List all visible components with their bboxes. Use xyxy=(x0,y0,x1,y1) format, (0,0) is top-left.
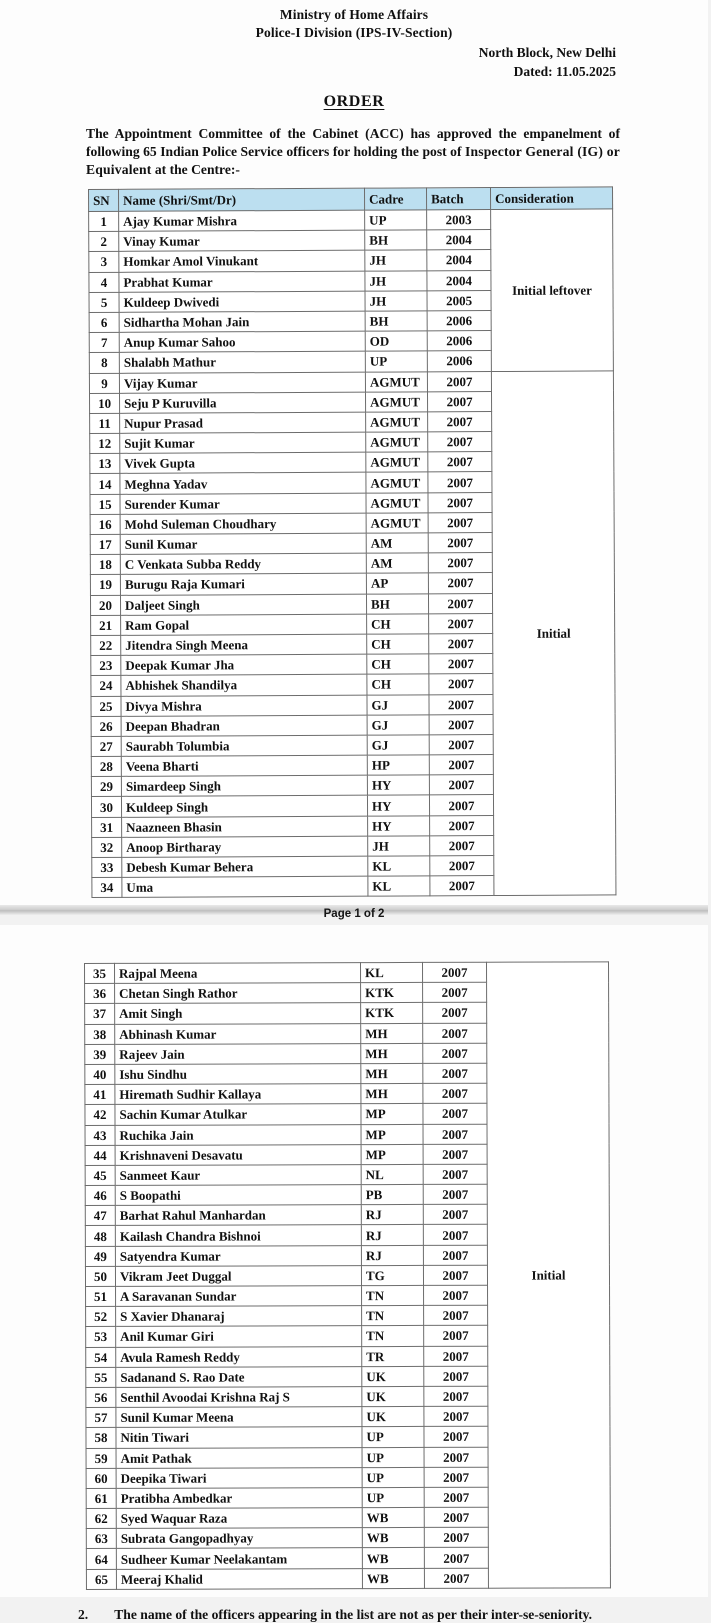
cell-sn: 13 xyxy=(90,454,120,474)
cell-name: C Venkata Subba Reddy xyxy=(120,553,366,574)
cell-sn: 5 xyxy=(89,292,119,312)
cell-batch: 2007 xyxy=(424,1487,488,1507)
cell-sn: 44 xyxy=(85,1145,115,1165)
cell-batch: 2007 xyxy=(424,1467,488,1487)
officer-rows-page2 xyxy=(85,962,611,1589)
cell-cadre: UP xyxy=(362,1487,424,1507)
cell-cadre: TN xyxy=(362,1285,424,1305)
column-header-consideration: Consideration xyxy=(490,187,612,210)
cell-name: Homkar Amol Vinukant xyxy=(119,251,365,272)
cell-sn: 50 xyxy=(85,1266,115,1286)
cell-cadre: AGMUT xyxy=(366,513,428,533)
cell-batch: 2007 xyxy=(429,613,493,634)
cell-batch: 2007 xyxy=(424,1427,488,1447)
cell-name: Abhinash Kumar xyxy=(115,1023,361,1044)
cell-cadre: AP xyxy=(366,573,428,593)
cell-cadre: HY xyxy=(367,775,429,795)
cell-batch: 2007 xyxy=(424,1305,488,1325)
cell-name: Rajpal Meena xyxy=(115,963,361,984)
cell-sn: 39 xyxy=(85,1044,115,1064)
cell-batch: 2007 xyxy=(424,1527,488,1547)
cell-cadre: CH xyxy=(367,634,429,654)
cell-cadre: AGMUT xyxy=(366,432,428,452)
cell-cadre: AGMUT xyxy=(366,472,428,492)
cell-consideration: Initial xyxy=(491,371,616,896)
cell-name: Surender Kumar xyxy=(120,493,366,514)
cell-cadre: AM xyxy=(366,553,428,573)
cell-sn: 12 xyxy=(90,434,120,454)
officer-table-page2 xyxy=(84,961,611,1589)
cell-cadre: PB xyxy=(361,1184,423,1204)
cell-cadre: AGMUT xyxy=(366,493,428,513)
cell-sn: 31 xyxy=(92,817,122,837)
cell-name: Shalabh Mathur xyxy=(119,352,365,373)
cell-batch: 2007 xyxy=(424,1447,488,1467)
cell-batch: 2004 xyxy=(427,230,491,251)
cell-sn: 16 xyxy=(90,514,120,534)
table-row xyxy=(89,209,613,232)
cell-sn: 34 xyxy=(92,878,122,898)
cell-sn: 23 xyxy=(91,656,121,676)
cell-cadre: TG xyxy=(361,1265,423,1285)
cell-batch: 2007 xyxy=(430,856,494,877)
cell-batch: 2006 xyxy=(427,331,491,352)
cell-sn: 4 xyxy=(89,272,119,292)
cell-cadre: WB xyxy=(362,1548,424,1568)
cell-sn: 3 xyxy=(89,252,119,272)
cell-batch: 2007 xyxy=(430,835,494,856)
cell-sn: 8 xyxy=(89,353,119,373)
address-block xyxy=(0,44,708,80)
column-header-batch: Batch xyxy=(426,188,490,210)
page-1-footer: Page 1 of 2 xyxy=(323,908,385,921)
cell-name: Burugu Raja Kumari xyxy=(120,574,366,595)
cell-sn: 60 xyxy=(86,1468,116,1488)
cell-name: Kailash Chandra Bishnoi xyxy=(115,1225,361,1246)
cell-cadre: KTK xyxy=(361,1003,423,1023)
cell-cadre: MP xyxy=(361,1104,423,1124)
closing-clause-number: 2. xyxy=(78,1606,89,1622)
officer-table-page1 xyxy=(88,187,616,899)
cell-batch: 2007 xyxy=(429,674,493,695)
cell-cadre: NL xyxy=(361,1164,423,1184)
cell-sn: 21 xyxy=(91,615,121,635)
cell-name: Nitin Tiwari xyxy=(116,1427,362,1448)
cell-batch: 2007 xyxy=(424,1548,488,1568)
cell-cadre: UK xyxy=(362,1366,424,1386)
cell-batch: 2007 xyxy=(428,553,492,574)
cell-batch: 2007 xyxy=(423,1265,487,1285)
order-heading: ORDER xyxy=(323,92,385,110)
table-header-row xyxy=(89,187,613,212)
cell-cadre: AGMUT xyxy=(365,371,427,391)
cell-sn: 35 xyxy=(85,963,115,983)
cell-batch: 2007 xyxy=(423,1083,487,1103)
cell-sn: 56 xyxy=(86,1387,116,1407)
cell-batch: 2007 xyxy=(428,412,492,433)
cell-batch: 2007 xyxy=(429,634,493,655)
cell-sn: 6 xyxy=(89,312,119,332)
cell-batch: 2007 xyxy=(423,1204,487,1224)
cell-sn: 51 xyxy=(86,1286,116,1306)
cell-sn: 57 xyxy=(86,1408,116,1428)
cell-sn: 25 xyxy=(91,696,121,716)
cell-name: Sujit Kumar xyxy=(120,432,366,453)
closing-clause-text: The name of the officers appearing in the list are not as per their inter-se-seniority. xyxy=(114,1606,593,1622)
cell-cadre: CH xyxy=(367,614,429,634)
cell-cadre: UP xyxy=(362,1427,424,1447)
table-row xyxy=(85,962,609,984)
cell-cadre: KTK xyxy=(361,983,423,1003)
cell-name: Amit Singh xyxy=(115,1003,361,1024)
cell-batch: 2007 xyxy=(422,962,486,982)
cell-batch: 2007 xyxy=(427,371,491,392)
cell-batch: 2007 xyxy=(428,593,492,614)
cell-cadre: RJ xyxy=(361,1225,423,1245)
cell-batch: 2007 xyxy=(423,1063,487,1083)
cell-sn: 59 xyxy=(86,1448,116,1468)
intro-text-part1: The Appointment Committee of the Cabinet (ACC) has approved the empanelment of following 65 Indian Police Service officers for holding the post of xyxy=(86,125,620,159)
cell-batch: 2007 xyxy=(429,775,493,796)
cell-sn: 14 xyxy=(90,474,120,494)
cell-batch: 2007 xyxy=(429,694,493,715)
cell-cadre: MH xyxy=(361,1063,423,1083)
ministry-name: Ministry of Home Affairs xyxy=(279,7,429,22)
cell-sn: 19 xyxy=(90,575,120,595)
intro-paragraph xyxy=(86,125,620,179)
cell-sn: 62 xyxy=(86,1508,116,1528)
cell-batch: 2007 xyxy=(428,512,492,533)
cell-cadre: TR xyxy=(362,1346,424,1366)
cell-batch: 2007 xyxy=(429,795,493,816)
cell-sn: 17 xyxy=(90,534,120,554)
cell-sn: 58 xyxy=(86,1428,116,1448)
officer-table-page2-wrapper xyxy=(0,925,708,1590)
cell-batch: 2007 xyxy=(429,654,493,675)
cell-batch: 2003 xyxy=(427,210,491,231)
cell-name: Uma xyxy=(122,876,368,897)
cell-sn: 47 xyxy=(85,1206,115,1226)
cell-name: Kuldeep Dwivedi xyxy=(119,291,365,312)
cell-sn: 53 xyxy=(86,1327,116,1347)
cell-cadre: BH xyxy=(365,311,427,331)
cell-sn: 28 xyxy=(91,757,121,777)
cell-name: Syed Waquar Raza xyxy=(116,1508,362,1529)
cell-name: Barhat Rahul Manhardan xyxy=(115,1205,361,1226)
cell-cadre: KL xyxy=(368,876,430,896)
cell-name: Ruchika Jain xyxy=(115,1124,361,1145)
cell-name: Sanmeet Kaur xyxy=(115,1165,361,1186)
cell-sn: 33 xyxy=(92,857,122,877)
cell-sn: 24 xyxy=(91,676,121,696)
cell-batch: 2007 xyxy=(423,1003,487,1023)
cell-batch: 2004 xyxy=(427,270,491,291)
cell-sn: 7 xyxy=(89,333,119,353)
cell-cadre: HY xyxy=(368,816,430,836)
cell-name: Saurabh Tolumbia xyxy=(121,735,367,756)
cell-cadre: TN xyxy=(362,1306,424,1326)
cell-batch: 2007 xyxy=(423,1245,487,1265)
cell-sn: 48 xyxy=(85,1226,115,1246)
cell-cadre: GJ xyxy=(367,715,429,735)
cell-cadre: WB xyxy=(362,1528,424,1548)
closing-paragraph xyxy=(78,1606,636,1623)
cell-name: Chetan Singh Rathor xyxy=(115,983,361,1004)
cell-batch: 2006 xyxy=(427,311,491,332)
cell-batch: 2007 xyxy=(424,1326,488,1346)
cell-name: Jitendra Singh Meena xyxy=(121,634,367,655)
cell-cadre: KL xyxy=(361,962,423,982)
cell-name: Abhishek Shandilya xyxy=(121,675,367,696)
cell-batch: 2007 xyxy=(423,1104,487,1124)
cell-cadre: TN xyxy=(362,1326,424,1346)
cell-sn: 65 xyxy=(86,1569,116,1589)
cell-sn: 20 xyxy=(90,595,120,615)
cell-cadre: AGMUT xyxy=(365,392,427,412)
cell-batch: 2007 xyxy=(429,714,493,735)
cell-cadre: MP xyxy=(361,1144,423,1164)
cell-sn: 38 xyxy=(85,1024,115,1044)
cell-cadre: UK xyxy=(362,1386,424,1406)
cell-name: Deepika Tiwari xyxy=(116,1467,362,1488)
cell-cadre: CH xyxy=(367,674,429,694)
cell-cadre: RJ xyxy=(361,1205,423,1225)
cell-cadre: WB xyxy=(362,1568,424,1588)
cell-name: Anup Kumar Sahoo xyxy=(119,331,365,352)
cell-name: Naazneen Bhasin xyxy=(122,816,368,837)
cell-cadre: RJ xyxy=(361,1245,423,1265)
cell-batch: 2007 xyxy=(427,391,491,412)
cell-batch: 2007 xyxy=(424,1386,488,1406)
cell-cadre: GJ xyxy=(367,694,429,714)
cell-sn: 27 xyxy=(91,736,121,756)
cell-batch: 2007 xyxy=(423,1144,487,1164)
cell-batch: 2007 xyxy=(429,735,493,756)
cell-batch: 2007 xyxy=(423,1124,487,1144)
cell-name: Divya Mishra xyxy=(121,695,367,716)
cell-sn: 43 xyxy=(85,1125,115,1145)
cell-name: Vinay Kumar xyxy=(119,230,365,251)
cell-cadre: CH xyxy=(367,654,429,674)
cell-name: S Xavier Dhanaraj xyxy=(116,1306,362,1327)
cell-cadre: JH xyxy=(365,291,427,311)
cell-name: Hiremath Sudhir Kallaya xyxy=(115,1084,361,1105)
cell-name: Ram Gopal xyxy=(121,614,367,635)
cell-sn: 22 xyxy=(91,635,121,655)
cell-batch: 2007 xyxy=(428,432,492,453)
cell-name: Subrata Gangopadhyay xyxy=(116,1528,362,1549)
cell-batch: 2007 xyxy=(423,1184,487,1204)
cell-batch: 2007 xyxy=(430,815,494,836)
cell-sn: 32 xyxy=(92,837,122,857)
division-name: Police-I Division (IPS-IV-Section) xyxy=(255,25,453,41)
cell-batch: 2007 xyxy=(428,492,492,513)
intro-post-name: Inspector General (IG) or Equivalent xyxy=(86,143,620,178)
table-row xyxy=(89,371,613,394)
letterhead xyxy=(0,0,708,42)
cell-sn: 42 xyxy=(85,1105,115,1125)
cell-batch: 2007 xyxy=(428,472,492,493)
cell-batch: 2007 xyxy=(424,1568,488,1588)
cell-batch: 2007 xyxy=(424,1507,488,1527)
cell-cadre: AM xyxy=(366,533,428,553)
cell-batch: 2007 xyxy=(423,1043,487,1063)
cell-sn: 63 xyxy=(86,1529,116,1549)
cell-sn: 11 xyxy=(90,413,120,433)
cell-cadre: JH xyxy=(365,250,427,270)
cell-batch: 2007 xyxy=(424,1366,488,1386)
cell-name: Ishu Sindhu xyxy=(115,1064,361,1085)
cell-cadre: UP xyxy=(365,210,427,230)
cell-sn: 41 xyxy=(85,1085,115,1105)
cell-name: Rajeev Jain xyxy=(115,1043,361,1064)
cell-sn: 64 xyxy=(86,1549,116,1569)
cell-name: S Boopathi xyxy=(115,1185,361,1206)
cell-batch: 2007 xyxy=(424,1406,488,1426)
cell-name: Daljeet Singh xyxy=(120,594,366,615)
cell-name: Krishnaveni Desavatu xyxy=(115,1144,361,1165)
cell-cadre: MH xyxy=(361,1043,423,1063)
cell-cadre: MH xyxy=(361,1084,423,1104)
cell-cadre: AGMUT xyxy=(366,412,428,432)
cell-sn: 54 xyxy=(86,1347,116,1367)
cell-cadre: UP xyxy=(365,351,427,371)
cell-name: Kuldeep Singh xyxy=(121,796,367,817)
cell-name: Vikram Jeet Duggal xyxy=(115,1265,361,1286)
cell-name: Sunil Kumar Meena xyxy=(116,1407,362,1428)
cell-sn: 45 xyxy=(85,1165,115,1185)
cell-sn: 15 xyxy=(90,494,120,514)
cell-name: Senthil Avoodai Krishna Raj S xyxy=(116,1387,362,1408)
cell-cadre: UK xyxy=(362,1407,424,1427)
cell-sn: 40 xyxy=(85,1064,115,1084)
cell-name: Simardeep Singh xyxy=(121,776,367,797)
cell-cadre: BH xyxy=(366,594,428,614)
cell-batch: 2007 xyxy=(428,533,492,554)
cell-name: Sadanand S. Rao Date xyxy=(116,1366,362,1387)
cell-sn: 52 xyxy=(86,1307,116,1327)
officer-table-page1-wrapper xyxy=(0,189,708,898)
cell-name: Meeraj Khalid xyxy=(116,1568,362,1589)
cell-sn: 9 xyxy=(89,373,119,393)
cell-sn: 55 xyxy=(86,1367,116,1387)
cell-sn: 46 xyxy=(85,1185,115,1205)
cell-sn: 37 xyxy=(85,1004,115,1024)
cell-sn: 18 xyxy=(90,555,120,575)
cell-batch: 2007 xyxy=(424,1346,488,1366)
cell-sn: 1 xyxy=(89,211,119,231)
cell-name: Sidhartha Mohan Jain xyxy=(119,311,365,332)
cell-batch: 2005 xyxy=(427,290,491,311)
cell-name: Debesh Kumar Behera xyxy=(122,856,368,877)
cell-name: Ajay Kumar Mishra xyxy=(119,210,365,231)
cell-batch: 2007 xyxy=(429,755,493,776)
cell-batch: 2007 xyxy=(423,1225,487,1245)
cell-name: Deepak Kumar Jha xyxy=(121,654,367,675)
cell-name: Prabhat Kumar xyxy=(119,271,365,292)
cell-name: Anil Kumar Giri xyxy=(116,1326,362,1347)
cell-sn: 26 xyxy=(91,716,121,736)
cell-batch: 2007 xyxy=(428,452,492,473)
cell-name: Meghna Yadav xyxy=(120,473,366,494)
column-header-cadre: Cadre xyxy=(364,188,426,210)
cell-cadre: UP xyxy=(362,1447,424,1467)
cell-name: Amit Pathak xyxy=(116,1447,362,1468)
cell-batch: 2006 xyxy=(427,351,491,372)
cell-sn: 30 xyxy=(91,797,121,817)
cell-batch: 2007 xyxy=(424,1285,488,1305)
intro-text-part2: at the Centre:- xyxy=(151,162,240,178)
cell-consideration: Initial leftover xyxy=(491,209,614,371)
cell-cadre: UP xyxy=(362,1467,424,1487)
cell-sn: 29 xyxy=(91,777,121,797)
cell-batch: 2007 xyxy=(423,1164,487,1184)
document-page-2 xyxy=(0,925,708,1622)
cell-name: Nupur Prasad xyxy=(120,412,366,433)
cell-sn: 2 xyxy=(89,232,119,252)
cell-cadre: AGMUT xyxy=(366,452,428,472)
officer-rows-page1 xyxy=(89,209,616,898)
cell-name: Sunil Kumar xyxy=(120,533,366,554)
cell-name: Seju P Kuruvilla xyxy=(119,392,365,413)
cell-name: Vijay Kumar xyxy=(119,372,365,393)
cell-cadre: OD xyxy=(365,331,427,351)
office-location: North Block, New Delhi xyxy=(478,45,616,61)
cell-batch: 2004 xyxy=(427,250,491,271)
cell-name: Mohd Suleman Choudhary xyxy=(120,513,366,534)
cell-cadre: MP xyxy=(361,1124,423,1144)
cell-name: Satyendra Kumar xyxy=(115,1245,361,1266)
cell-name: Anoop Birtharay xyxy=(122,836,368,857)
cell-cadre: HP xyxy=(367,755,429,775)
cell-name: A Saravanan Sundar xyxy=(116,1286,362,1307)
cell-batch: 2007 xyxy=(428,573,492,594)
cell-name: Sachin Kumar Atulkar xyxy=(115,1104,361,1125)
cell-batch: 2007 xyxy=(430,876,494,897)
cell-cadre: GJ xyxy=(367,735,429,755)
column-header-name: Name (Shri/Smt/Dr) xyxy=(119,188,365,211)
cell-cadre: JH xyxy=(365,271,427,291)
column-header-sn: SN xyxy=(89,189,119,211)
cell-name: Vivek Gupta xyxy=(120,453,366,474)
cell-batch: 2007 xyxy=(423,1023,487,1043)
cell-cadre: WB xyxy=(362,1507,424,1527)
cell-name: Sudheer Kumar Neelakantam xyxy=(116,1548,362,1569)
cell-batch: 2007 xyxy=(423,982,487,1002)
cell-sn: 61 xyxy=(86,1488,116,1508)
cell-cadre: HY xyxy=(367,795,429,815)
cell-name: Avula Ramesh Reddy xyxy=(116,1346,362,1367)
cell-cadre: MH xyxy=(361,1023,423,1043)
order-date: Dated: 11.05.2025 xyxy=(513,63,616,79)
cell-cadre: BH xyxy=(365,230,427,250)
cell-cadre: JH xyxy=(368,836,430,856)
cell-name: Deepan Bhadran xyxy=(121,715,367,736)
cell-sn: 49 xyxy=(85,1246,115,1266)
cell-sn: 36 xyxy=(85,984,115,1004)
cell-cadre: KL xyxy=(368,856,430,876)
cell-name: Pratibha Ambedkar xyxy=(116,1488,362,1509)
cell-sn: 10 xyxy=(89,393,119,413)
cell-consideration: Initial xyxy=(486,962,610,1588)
cell-name: Veena Bharti xyxy=(121,755,367,776)
